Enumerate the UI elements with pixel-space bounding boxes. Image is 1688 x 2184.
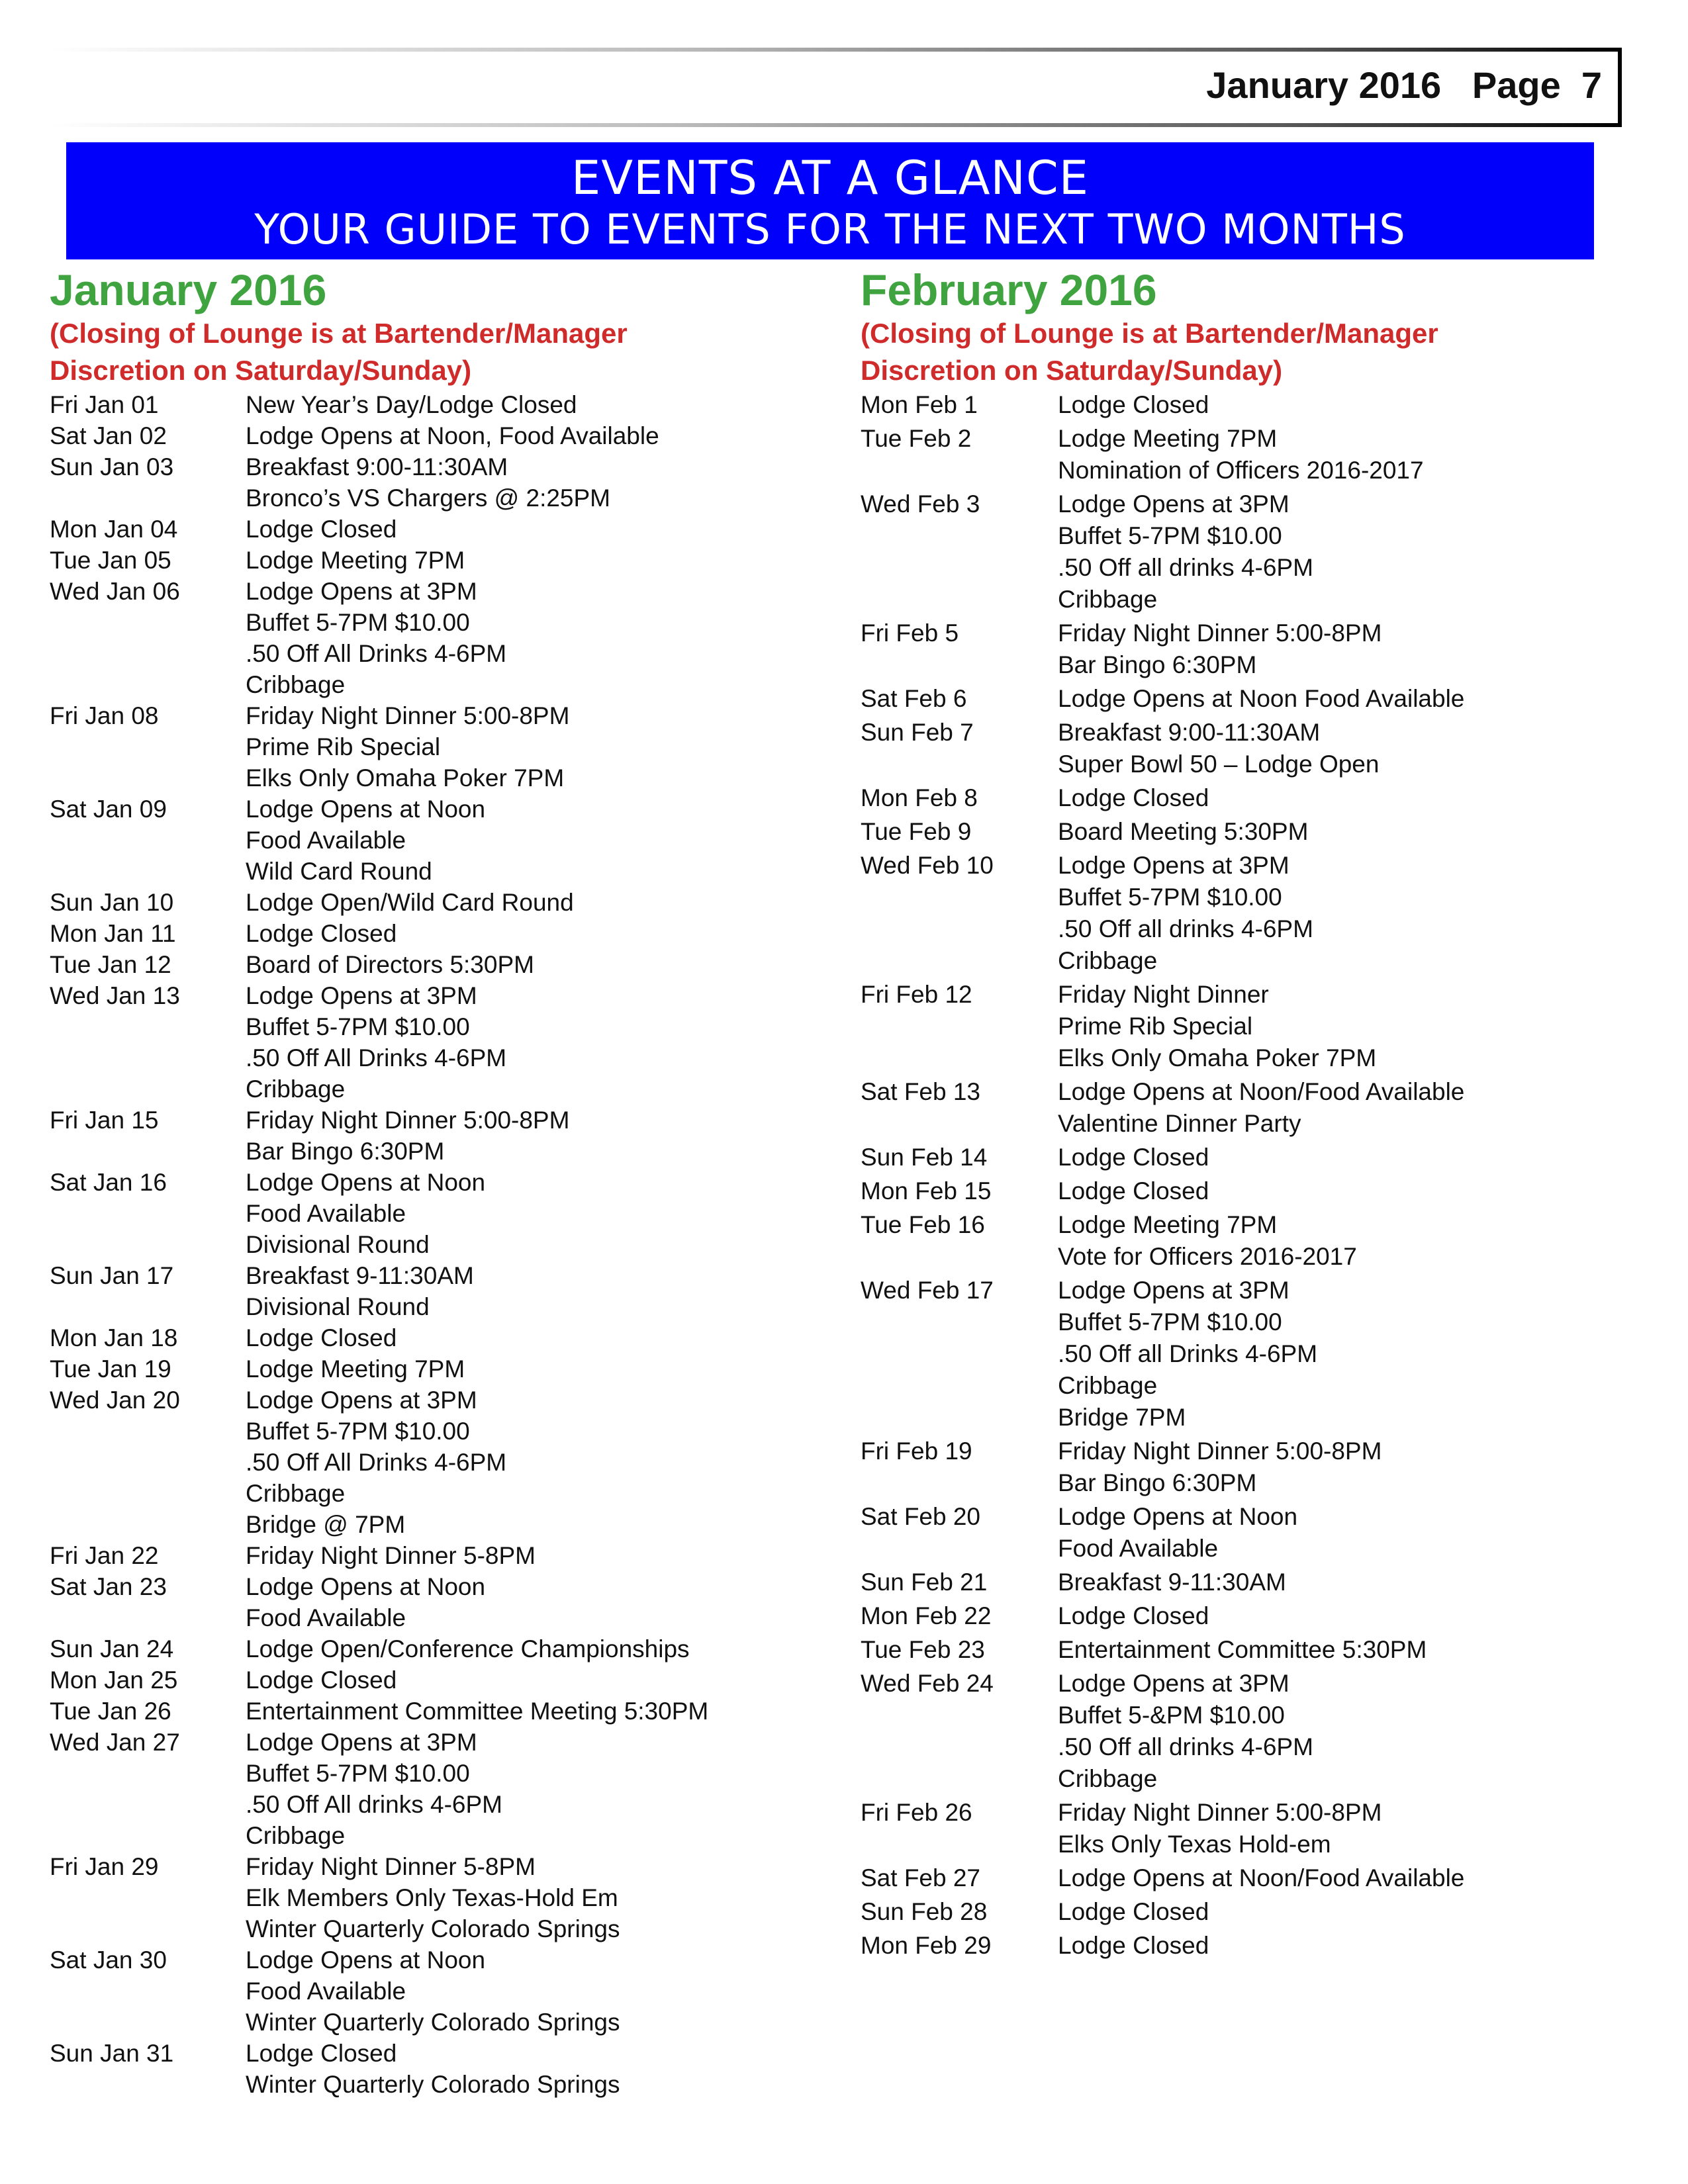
event-item: Super Bowl 50 – Lodge Open <box>1058 751 1380 778</box>
event-items <box>246 700 569 794</box>
event-items <box>246 514 397 545</box>
event-date: Fri Jan 08 <box>50 702 159 729</box>
event-date: Wed Jan 20 <box>50 1387 180 1414</box>
event-entry <box>861 1175 1622 1207</box>
event-entry <box>50 794 811 887</box>
event-date: Wed Feb 3 <box>861 490 980 518</box>
event-items <box>246 918 397 949</box>
event-items <box>1058 617 1382 681</box>
event-date: Mon Feb 8 <box>861 784 978 811</box>
event-item: Elks Only Omaha Poker 7PM <box>246 764 565 792</box>
event-date: Tue Jan 12 <box>50 951 171 978</box>
event-item: Lodge Opens at Noon <box>246 796 486 823</box>
event-items <box>1058 423 1424 486</box>
event-item: Bar Bingo 6:30PM <box>1058 1469 1257 1496</box>
event-item: Buffet 5-7PM $10.00 <box>1058 522 1282 549</box>
event-entry <box>50 1540 811 1571</box>
event-date: Fri Feb 19 <box>861 1437 972 1465</box>
event-items <box>246 389 577 420</box>
event-items <box>246 1696 708 1727</box>
event-date: Tue Feb 2 <box>861 425 972 452</box>
event-item: Lodge Opens at Noon <box>246 1573 486 1600</box>
event-item: Cribbage <box>246 1822 346 1849</box>
event-entry <box>861 1797 1622 1860</box>
event-entry <box>861 1435 1622 1499</box>
event-date: Sat Jan 23 <box>50 1573 167 1600</box>
event-item: Food Available <box>246 1978 406 2005</box>
event-entry <box>861 816 1622 848</box>
event-item: Friday Night Dinner 5:00-8PM <box>1058 619 1382 647</box>
banner-title: EVENTS AT A GLANCE <box>571 151 1089 205</box>
issue-date: January 2016 <box>1206 64 1442 106</box>
event-item: .50 Off all drinks 4-6PM <box>1058 554 1313 581</box>
page-header <box>1206 64 1602 107</box>
event-date: Wed Jan 27 <box>50 1729 180 1756</box>
event-entry <box>50 2038 811 2100</box>
event-items <box>1058 782 1209 814</box>
closing-note: (Closing of Lounge is at Bartender/Manager <box>50 318 628 349</box>
event-date: Sat Feb 20 <box>861 1503 981 1530</box>
event-item: Lodge Opens at Noon <box>246 1169 486 1196</box>
event-entry <box>861 1930 1622 1962</box>
event-date: Tue Feb 9 <box>861 818 972 845</box>
event-entry <box>861 1600 1622 1632</box>
event-item: Buffet 5-7PM $10.00 <box>246 1013 470 1040</box>
event-item: Lodge Open/Conference Championships <box>246 1635 690 1662</box>
event-item: Friday Night Dinner 5:00-8PM <box>246 702 570 729</box>
event-items <box>246 1167 485 1260</box>
event-item: .50 Off all drinks 4-6PM <box>1058 1733 1313 1760</box>
event-item: Lodge Closed <box>1058 1898 1209 1925</box>
event-item: Lodge Closed <box>1058 1602 1209 1629</box>
event-item: Friday Night Dinner 5-8PM <box>246 1853 536 1880</box>
event-item: Friday Night Dinner 5:00-8PM <box>246 1107 570 1134</box>
event-item: Buffet 5-&PM $10.00 <box>1058 1702 1285 1729</box>
event-items <box>246 545 465 576</box>
event-entry <box>861 1896 1622 1928</box>
event-item: Lodge Opens at 3PM <box>1058 852 1289 879</box>
event-date: Sun Feb 28 <box>861 1898 988 1925</box>
header-box-edge <box>1618 48 1622 127</box>
event-item: Lodge Opens at Noon <box>1058 1503 1298 1530</box>
event-date: Fri Feb 5 <box>861 619 959 647</box>
event-date: Mon Jan 04 <box>50 516 178 543</box>
event-item: Cribbage <box>1058 947 1158 974</box>
event-item: Lodge Opens at 3PM <box>246 1387 477 1414</box>
event-date: Mon Jan 11 <box>50 920 176 947</box>
event-item: Food Available <box>246 827 406 854</box>
event-items <box>1058 1142 1209 1173</box>
event-date: Sat Jan 30 <box>50 1946 167 1974</box>
event-list <box>50 389 811 2100</box>
event-entry <box>50 1167 811 1260</box>
event-date: Fri Jan 29 <box>50 1853 159 1880</box>
event-date: Sun Jan 17 <box>50 1262 174 1289</box>
event-item: Friday Night Dinner 5:00-8PM <box>1058 1437 1382 1465</box>
event-entry <box>50 1571 811 1633</box>
event-date: Sun Jan 31 <box>50 2040 174 2067</box>
event-entry <box>50 1322 811 1353</box>
event-items <box>1058 1076 1464 1140</box>
event-item: Wild Card Round <box>246 858 432 885</box>
event-item: Breakfast 9:00-11:30AM <box>1058 719 1321 746</box>
event-item: Lodge Opens at Noon, Food Available <box>246 422 659 449</box>
event-date: Mon Feb 1 <box>861 391 978 418</box>
event-items <box>246 980 506 1105</box>
event-item: Lodge Closed <box>246 2040 397 2067</box>
event-items <box>1058 850 1313 977</box>
event-entry <box>50 949 811 980</box>
event-items <box>246 1851 620 1944</box>
event-entry <box>861 1501 1622 1565</box>
event-items <box>246 1571 485 1633</box>
event-entry <box>50 1385 811 1540</box>
event-item: Buffet 5-7PM $10.00 <box>1058 884 1282 911</box>
event-items <box>1058 389 1209 421</box>
event-entry <box>861 1634 1622 1666</box>
event-item: Winter Quarterly Colorado Springs <box>246 2009 620 2036</box>
event-item: Entertainment Committee Meeting 5:30PM <box>246 1698 709 1725</box>
event-entry <box>861 1209 1622 1273</box>
event-item: Food Available <box>246 1200 406 1227</box>
event-items <box>1058 683 1464 715</box>
event-date: Fri Feb 26 <box>861 1799 972 1826</box>
event-entry <box>50 700 811 794</box>
event-date: Sun Feb 21 <box>861 1569 988 1596</box>
events-banner <box>66 142 1594 259</box>
event-item: Board of Directors 5:30PM <box>246 951 534 978</box>
event-entry <box>50 389 811 420</box>
event-item: Buffet 5-7PM $10.00 <box>246 1760 470 1787</box>
event-item: .50 Off All drinks 4-6PM <box>246 1791 502 1818</box>
event-item: Lodge Closed <box>246 920 397 947</box>
event-item: Elks Only Omaha Poker 7PM <box>1058 1044 1377 1071</box>
event-items <box>1058 488 1313 615</box>
event-items <box>1058 1797 1382 1860</box>
event-item: Lodge Opens at 3PM <box>246 982 477 1009</box>
event-entry <box>50 514 811 545</box>
event-items <box>246 1353 465 1385</box>
event-item: Buffet 5-7PM $10.00 <box>246 609 470 636</box>
page-number: Page 7 <box>1472 64 1602 106</box>
closing-note-line2: Discretion on Saturday/Sunday) <box>50 355 472 386</box>
event-date: Mon Jan 25 <box>50 1666 178 1694</box>
event-date: Mon Jan 18 <box>50 1324 178 1351</box>
event-item: Lodge Meeting 7PM <box>1058 1211 1278 1238</box>
event-item: Cribbage <box>246 671 346 698</box>
event-date: Fri Jan 01 <box>50 391 159 418</box>
event-items <box>1058 1862 1464 1894</box>
event-item: .50 Off All Drinks 4-6PM <box>246 640 507 667</box>
event-entry <box>50 576 811 700</box>
event-item: Vote for Officers 2016-2017 <box>1058 1243 1357 1270</box>
event-item: .50 Off All Drinks 4-6PM <box>246 1449 507 1476</box>
event-item: Lodge Opens at 3PM <box>246 1729 477 1756</box>
event-date: Fri Jan 15 <box>50 1107 159 1134</box>
event-item: Nomination of Officers 2016-2017 <box>1058 457 1424 484</box>
event-date: Tue Jan 26 <box>50 1698 171 1725</box>
event-items <box>1058 1175 1209 1207</box>
event-entry <box>50 420 811 451</box>
event-item: Winter Quarterly Colorado Springs <box>246 2071 620 2098</box>
event-date: Sun Jan 03 <box>50 453 174 480</box>
event-items <box>246 576 506 700</box>
event-date: Sat Feb 6 <box>861 685 967 712</box>
event-item: Bronco’s VS Chargers @ 2:25PM <box>246 484 611 512</box>
event-item: Friday Night Dinner 5:00-8PM <box>1058 1799 1382 1826</box>
event-item: Food Available <box>246 1604 406 1631</box>
event-item: Breakfast 9-11:30AM <box>1058 1569 1286 1596</box>
event-items <box>246 1944 620 2038</box>
event-entry <box>50 1696 811 1727</box>
event-entry <box>50 1353 811 1385</box>
event-date: Sat Jan 09 <box>50 796 167 823</box>
event-items <box>1058 1600 1209 1632</box>
event-item: Valentine Dinner Party <box>1058 1110 1301 1137</box>
event-items <box>246 1322 397 1353</box>
event-date: Sun Jan 24 <box>50 1635 174 1662</box>
event-entry <box>50 1851 811 1944</box>
event-entry <box>50 451 811 514</box>
header-rule-bottom <box>50 123 1622 127</box>
event-entry <box>861 389 1622 421</box>
month-title: February 2016 <box>861 265 1157 314</box>
event-items <box>246 420 659 451</box>
header-rule-top <box>50 48 1622 52</box>
event-items <box>1058 1209 1357 1273</box>
event-item: .50 Off all Drinks 4-6PM <box>1058 1340 1318 1367</box>
event-item: Friday Night Dinner 5-8PM <box>246 1542 536 1569</box>
event-entry <box>50 545 811 576</box>
event-entry <box>50 980 811 1105</box>
event-item: Lodge Opens at Noon/Food Available <box>1058 1864 1465 1891</box>
event-date: Fri Feb 12 <box>861 981 972 1008</box>
event-item: Entertainment Committee 5:30PM <box>1058 1636 1427 1663</box>
event-item: Lodge Closed <box>1058 391 1209 418</box>
event-date: Mon Feb 29 <box>861 1932 992 1959</box>
event-entry <box>861 717 1622 780</box>
event-items <box>1058 1275 1317 1433</box>
event-item: Cribbage <box>1058 586 1158 613</box>
event-items <box>1058 816 1308 848</box>
event-date: Sat Jan 02 <box>50 422 167 449</box>
event-item: Lodge Meeting 7PM <box>246 547 465 574</box>
event-entry <box>861 1275 1622 1433</box>
event-item: Cribbage <box>246 1480 346 1507</box>
event-date: Sat Feb 27 <box>861 1864 981 1891</box>
event-item: Cribbage <box>1058 1372 1158 1399</box>
event-items <box>246 1633 690 1664</box>
event-item: Breakfast 9:00-11:30AM <box>246 453 508 480</box>
event-items <box>246 2038 620 2100</box>
event-item: Bar Bingo 6:30PM <box>1058 651 1257 678</box>
event-item: Divisional Round <box>246 1231 430 1258</box>
event-items <box>1058 1567 1286 1598</box>
event-items <box>1058 717 1379 780</box>
event-date: Sat Jan 16 <box>50 1169 167 1196</box>
month-title: January 2016 <box>50 265 327 314</box>
event-items <box>246 887 574 918</box>
event-date: Sun Feb 14 <box>861 1144 988 1171</box>
event-entry <box>861 423 1622 486</box>
event-item: Lodge Closed <box>1058 1144 1209 1171</box>
event-entry <box>861 488 1622 615</box>
event-date: Sun Feb 7 <box>861 719 974 746</box>
event-entry <box>50 1944 811 2038</box>
event-item: Buffet 5-7PM $10.00 <box>246 1418 470 1445</box>
event-items <box>246 1385 506 1540</box>
event-entry <box>50 1633 811 1664</box>
event-item: .50 Off all drinks 4-6PM <box>1058 915 1313 942</box>
event-date: Tue Jan 19 <box>50 1355 171 1383</box>
event-date: Mon Feb 15 <box>861 1177 992 1205</box>
event-date: Tue Jan 05 <box>50 547 171 574</box>
event-entry <box>50 1105 811 1167</box>
event-list <box>861 389 1622 1962</box>
event-item: Prime Rib Special <box>1058 1013 1253 1040</box>
event-item: Divisional Round <box>246 1293 430 1320</box>
event-items <box>1058 1435 1382 1499</box>
event-item: .50 Off All Drinks 4-6PM <box>246 1044 507 1071</box>
event-item: Elks Only Texas Hold-em <box>1058 1831 1331 1858</box>
event-entry <box>861 617 1622 681</box>
event-item: Elk Members Only Texas-Hold Em <box>246 1884 618 1911</box>
event-items <box>246 1540 536 1571</box>
event-item: Friday Night Dinner <box>1058 981 1269 1008</box>
event-item: Lodge Closed <box>1058 1932 1209 1959</box>
event-items <box>1058 1668 1313 1795</box>
event-entry <box>861 1668 1622 1795</box>
event-item: Lodge Open/Wild Card Round <box>246 889 574 916</box>
event-item: Lodge Closed <box>1058 1177 1209 1205</box>
event-item: Lodge Opens at 3PM <box>246 578 477 605</box>
event-items <box>246 1664 397 1696</box>
event-items <box>1058 1634 1427 1666</box>
event-date: Wed Feb 17 <box>861 1277 994 1304</box>
event-item: Winter Quarterly Colorado Springs <box>246 1915 620 1942</box>
event-entry <box>861 1567 1622 1598</box>
event-item: Lodge Meeting 7PM <box>1058 425 1278 452</box>
event-item: Buffet 5-7PM $10.00 <box>1058 1308 1282 1336</box>
event-item: Lodge Meeting 7PM <box>246 1355 465 1383</box>
month-column-february <box>861 265 1622 1964</box>
event-items <box>246 1260 474 1322</box>
event-item: Bridge @ 7PM <box>246 1511 406 1538</box>
event-entry <box>50 1727 811 1851</box>
event-item: Prime Rib Special <box>246 733 441 760</box>
event-item: Lodge Closed <box>246 516 397 543</box>
event-item: Lodge Opens at Noon/Food Available <box>1058 1078 1465 1105</box>
event-date: Tue Feb 16 <box>861 1211 985 1238</box>
event-item: Cribbage <box>246 1075 346 1103</box>
event-items <box>246 1727 502 1851</box>
event-item: Bar Bingo 6:30PM <box>246 1138 445 1165</box>
event-item: Cribbage <box>1058 1765 1158 1792</box>
event-item: Lodge Opens at 3PM <box>1058 1670 1289 1697</box>
event-date: Wed Feb 10 <box>861 852 994 879</box>
event-item: New Year’s Day/Lodge Closed <box>246 391 577 418</box>
event-date: Tue Feb 23 <box>861 1636 985 1663</box>
event-items <box>246 451 610 514</box>
event-item: Lodge Opens at Noon <box>246 1946 486 1974</box>
event-entry <box>861 1862 1622 1894</box>
event-entry <box>50 918 811 949</box>
event-date: Wed Jan 13 <box>50 982 180 1009</box>
event-item: Lodge Closed <box>1058 784 1209 811</box>
event-item: Lodge Opens at 3PM <box>1058 490 1289 518</box>
event-entry <box>861 850 1622 977</box>
event-items <box>246 1105 569 1167</box>
event-items <box>1058 1930 1209 1962</box>
event-entry <box>861 1076 1622 1140</box>
event-entry <box>861 1142 1622 1173</box>
event-entry <box>50 1664 811 1696</box>
event-item: Breakfast 9-11:30AM <box>246 1262 474 1289</box>
event-item: Lodge Opens at 3PM <box>1058 1277 1289 1304</box>
event-item: Bridge 7PM <box>1058 1404 1186 1431</box>
event-item: Food Available <box>1058 1535 1219 1562</box>
event-item: Lodge Opens at Noon Food Available <box>1058 685 1465 712</box>
closing-note-line2: Discretion on Saturday/Sunday) <box>861 355 1283 386</box>
month-column-january <box>50 265 811 2100</box>
event-items <box>246 949 534 980</box>
event-items <box>1058 1501 1297 1565</box>
event-items <box>246 794 485 887</box>
closing-note: (Closing of Lounge is at Bartender/Manager <box>861 318 1438 349</box>
event-date: Wed Feb 24 <box>861 1670 994 1697</box>
event-entry <box>50 887 811 918</box>
event-entry <box>50 1260 811 1322</box>
event-item: Lodge Closed <box>246 1324 397 1351</box>
event-date: Sat Feb 13 <box>861 1078 981 1105</box>
banner-subtitle: YOUR GUIDE TO EVENTS FOR THE NEXT TWO MONTHS <box>254 205 1406 253</box>
event-item: Lodge Closed <box>246 1666 397 1694</box>
event-entry <box>861 979 1622 1074</box>
event-items <box>1058 1896 1209 1928</box>
event-entry <box>861 782 1622 814</box>
event-date: Sun Jan 10 <box>50 889 174 916</box>
event-items <box>1058 979 1376 1074</box>
event-entry <box>861 683 1622 715</box>
event-date: Mon Feb 22 <box>861 1602 992 1629</box>
event-item: Board Meeting 5:30PM <box>1058 818 1309 845</box>
event-date: Wed Jan 06 <box>50 578 180 605</box>
event-date: Fri Jan 22 <box>50 1542 159 1569</box>
